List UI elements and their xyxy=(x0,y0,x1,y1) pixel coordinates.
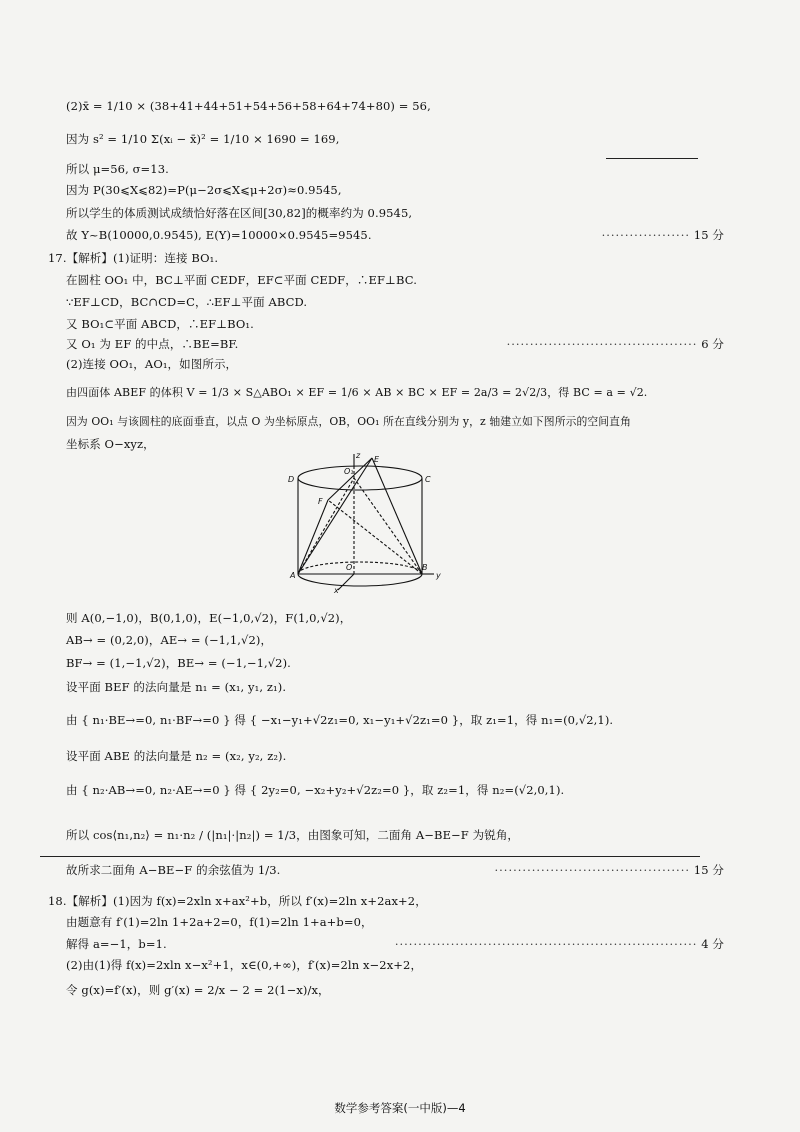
figure-label: A xyxy=(290,571,296,580)
figure-label: F xyxy=(318,497,323,506)
page-footer: 数学参考答案(一中版)—4 xyxy=(334,1101,466,1115)
score-label: ································································· 4 分 xyxy=(394,937,724,951)
figure-label: z xyxy=(356,452,361,460)
divider xyxy=(40,856,700,857)
text-line: 解得 a=−1，b=1. ································································· 4 分 xyxy=(66,937,724,951)
text-line: 又 BO₁⊂平面 ABCD，∴EF⊥BO₁. xyxy=(66,317,254,331)
text-line: (2)x̄ = 1/10 × (38+41+44+51+54+56+58+64+74+80) = 56, xyxy=(66,99,431,113)
text-line: 因为 P(30⩽X⩽82)=P(μ−2σ⩽X⩽μ+2σ)≈0.9545, xyxy=(66,183,342,197)
divider xyxy=(606,158,698,159)
text-line: (2)连接 OO₁，AO₁，如图所示， xyxy=(66,357,238,371)
score-label: ·········································· 15 分 xyxy=(494,863,724,877)
figure-label: C xyxy=(425,475,431,484)
text-line: 故所求二面角 A−BE−F 的余弦值为 1/3. ·········································· 15 分 xyxy=(66,863,724,877)
text-line: ∵EF⊥CD，BC∩CD=C，∴EF⊥平面 ABCD. xyxy=(66,295,308,309)
figure-label: O xyxy=(346,563,353,572)
text-line: (2)由(1)得 f(x)=2xln x−x²+1，x∈(0,+∞)，f′(x)=2ln x−2x+2， xyxy=(66,958,423,972)
text-line: 令 g(x)=f′(x)，则 g′(x) = 2/x − 2 = 2(1−x)/x， xyxy=(66,983,330,997)
figure-label: D xyxy=(288,475,295,484)
text-line: AB→ = (0,2,0)，AE→ = (−1,1,√2)， xyxy=(66,633,273,647)
text-line: 设平面 BEF 的法向量是 n₁ = (x₁, y₁, z₁). xyxy=(66,680,287,694)
text-line: 所以 cos⟨n₁,n₂⟩ = n₁·n₂ / (|n₁|·|n₂|) = 1/3，由图象可知，二面角 A−BE−F 为锐角， xyxy=(66,828,520,842)
cylinder-figure xyxy=(288,452,448,594)
text-line: 又 O₁ 为 EF 的中点，∴BE=BF. ········································· 6 分 xyxy=(66,337,724,351)
text-line: 故 Y~B(10000,0.9545), E(Y)=10000×0.9545=9545. ··················· 15 分 xyxy=(66,228,724,242)
text-line: 由题意有 f′(1)=2ln 1+2a+2=0，f(1)=2ln 1+a+b=0， xyxy=(66,915,373,929)
text-line: 所以 μ=56, σ=13. xyxy=(66,162,169,176)
text-line: 因为 OO₁ 与该圆柱的底面垂直，以点 O 为坐标原点，OB，OO₁ 所在直线分别为 y，z 轴建立如下图所示的空间直角 xyxy=(66,415,631,428)
question-heading: 18.【解析】(1)因为 f(x)=2xln x+ax²+b，所以 f′(x)=2ln x+2ax+2， xyxy=(48,894,427,908)
text-line: 则 A(0,−1,0)，B(0,1,0)，E(−1,0,√2)，F(1,0,√2)， xyxy=(66,611,352,625)
question-heading: 17.【解析】(1)证明：连接 BO₁. xyxy=(48,251,219,265)
text-line: BF→ = (1,−1,√2)，BE→ = (−1,−1,√2). xyxy=(66,656,291,670)
text-line: 坐标系 O−xyz， xyxy=(66,437,155,451)
score-label: ········································· 6 分 xyxy=(506,337,724,351)
score-label: ··················· 15 分 xyxy=(601,228,724,242)
figure-label: O₁ xyxy=(344,467,354,476)
text-line: 由 { n₂·AB→=0, n₂·AE→=0 } 得 { 2y₂=0, −x₂+y₂+√2z₂=0 }，取 z₂=1，得 n₂=(√2,0,1). xyxy=(66,783,565,797)
text-line: 因为 s² = 1/10 Σ(xᵢ − x̄)² = 1/10 × 1690 = 169, xyxy=(66,132,340,146)
figure-label: B xyxy=(422,563,428,572)
text-line: 在圆柱 OO₁ 中，BC⊥平面 CEDF，EF⊂平面 CEDF，∴EF⊥BC. xyxy=(66,273,417,287)
text-line: 设平面 ABE 的法向量是 n₂ = (x₂, y₂, z₂). xyxy=(66,749,287,763)
figure-label: x xyxy=(334,586,339,594)
text-line: 由四面体 ABEF 的体积 V = 1/3 × S△ABO₁ × EF = 1/6 × AB × BC × EF = 2a/3 = 2√2/3，得 BC = a = √2. xyxy=(66,386,648,399)
figure-label: E xyxy=(374,455,380,464)
text-line: 所以学生的体质测试成绩恰好落在区间[30,82]的概率约为 0.9545, xyxy=(66,206,413,220)
figure-label: y xyxy=(436,571,441,580)
text-line: 由 { n₁·BE→=0, n₁·BF→=0 } 得 { −x₁−y₁+√2z₁=0, x₁−y₁+√2z₁=0 }，取 z₁=1，得 n₁=(0,√2,1). xyxy=(66,713,614,727)
